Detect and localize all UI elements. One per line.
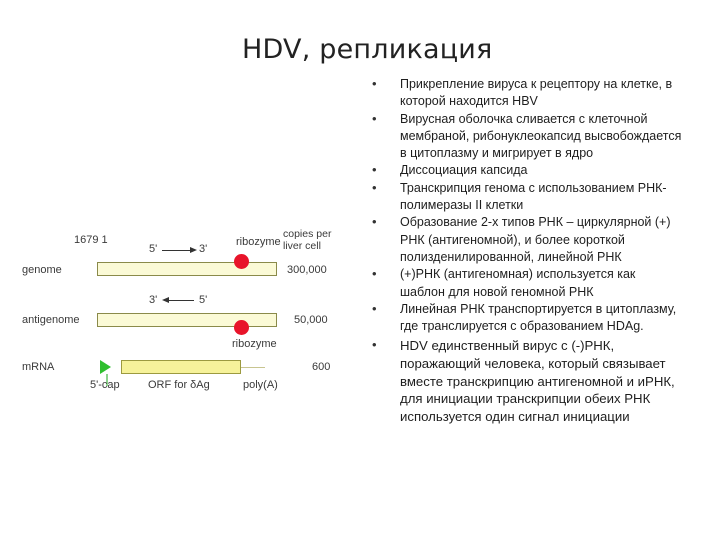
antigenome-3prime-label: 3' — [149, 294, 158, 306]
position-label: 1679 1 — [74, 234, 108, 246]
antigenome-ribozyme-marker — [234, 320, 249, 335]
bullet-text: Диссоциация капсида — [400, 163, 528, 178]
orf-label: ORF for δAg — [148, 379, 210, 391]
bullet-list — [372, 76, 682, 425]
genome-copies: 300,000 — [287, 264, 327, 276]
bullet-text: Транскрипция генома с использованием РНК-полимеразы II клетки — [400, 180, 667, 213]
polya-tail — [241, 367, 265, 368]
bullet-marker: • — [372, 300, 377, 316]
bullet-text: HDV единственный вирус с (-)РНК, поражающий человека, который связывает вместе транскрипцию антигеномной и иРНК, для инициации транскрипции обеих РНК используется один сигнал инициации — [400, 338, 675, 424]
bullet-marker: • — [372, 162, 377, 178]
bullet-text: Прикрепление вируса к рецептору на клетке, в которой находится HBV — [400, 77, 673, 109]
cap-flag-icon — [100, 360, 111, 374]
antigenome-5prime-label: 5' — [199, 294, 208, 306]
list-item — [372, 76, 682, 111]
antigenome-label: antigenome — [22, 314, 80, 326]
genome-3prime-label: 3' — [199, 243, 208, 255]
antigenome-ribozyme-label: ribozyme — [232, 338, 277, 350]
list-item — [372, 162, 682, 179]
bullet-text: Линейная РНК транспортируется в цитоплазму, где транслируется с образованием HDAg. — [400, 301, 677, 334]
bullet-marker: • — [372, 337, 377, 353]
slide-title: HDV, репликация — [242, 34, 493, 65]
antigenome-direction-arrow — [168, 300, 194, 301]
bullet-marker: • — [372, 76, 377, 91]
copies-header: copies per liver cell — [283, 228, 332, 252]
polya-label: poly(A) — [243, 379, 278, 391]
genome-arrowhead — [190, 247, 197, 253]
genome-rna-bar — [97, 262, 277, 276]
list-item — [372, 180, 682, 215]
bullet-marker: • — [372, 179, 377, 195]
bullet-marker: • — [372, 214, 377, 230]
genome-5prime-label: 5' — [149, 243, 158, 255]
list-item — [372, 266, 682, 301]
list-item — [372, 111, 682, 163]
genome-direction-arrow — [162, 250, 192, 251]
orf-bar — [121, 360, 241, 374]
list-item — [372, 214, 682, 266]
bullet-marker: • — [372, 266, 377, 282]
list-item — [372, 301, 682, 336]
bullet-text: Вирусная оболочка сливается с клеточной мембраной, рибонуклеокапсид высвобождается в цитоплазму и мигрирует в ядро — [400, 111, 682, 161]
antigenome-copies: 50,000 — [294, 314, 328, 326]
bullet-marker: • — [372, 110, 377, 126]
bullet-text: (+)РНК (антигеномная) используется как шаблон для новой геномной РНК — [400, 267, 636, 299]
genome-ribozyme-label: ribozyme — [236, 236, 281, 248]
mrna-copies: 600 — [312, 361, 331, 373]
genome-ribozyme-marker — [234, 254, 249, 269]
antigenome-rna-bar — [97, 313, 277, 327]
mrna-label: mRNA — [22, 361, 55, 373]
genome-label: genome — [22, 264, 62, 276]
cap-label: 5'-cap — [90, 379, 120, 391]
bullet-text: Образование 2-х типов РНК – циркулярной (+) РНК (антигеномной), и более короткой полизденилированной, линейной РНК — [400, 215, 671, 264]
list-item — [372, 337, 682, 425]
